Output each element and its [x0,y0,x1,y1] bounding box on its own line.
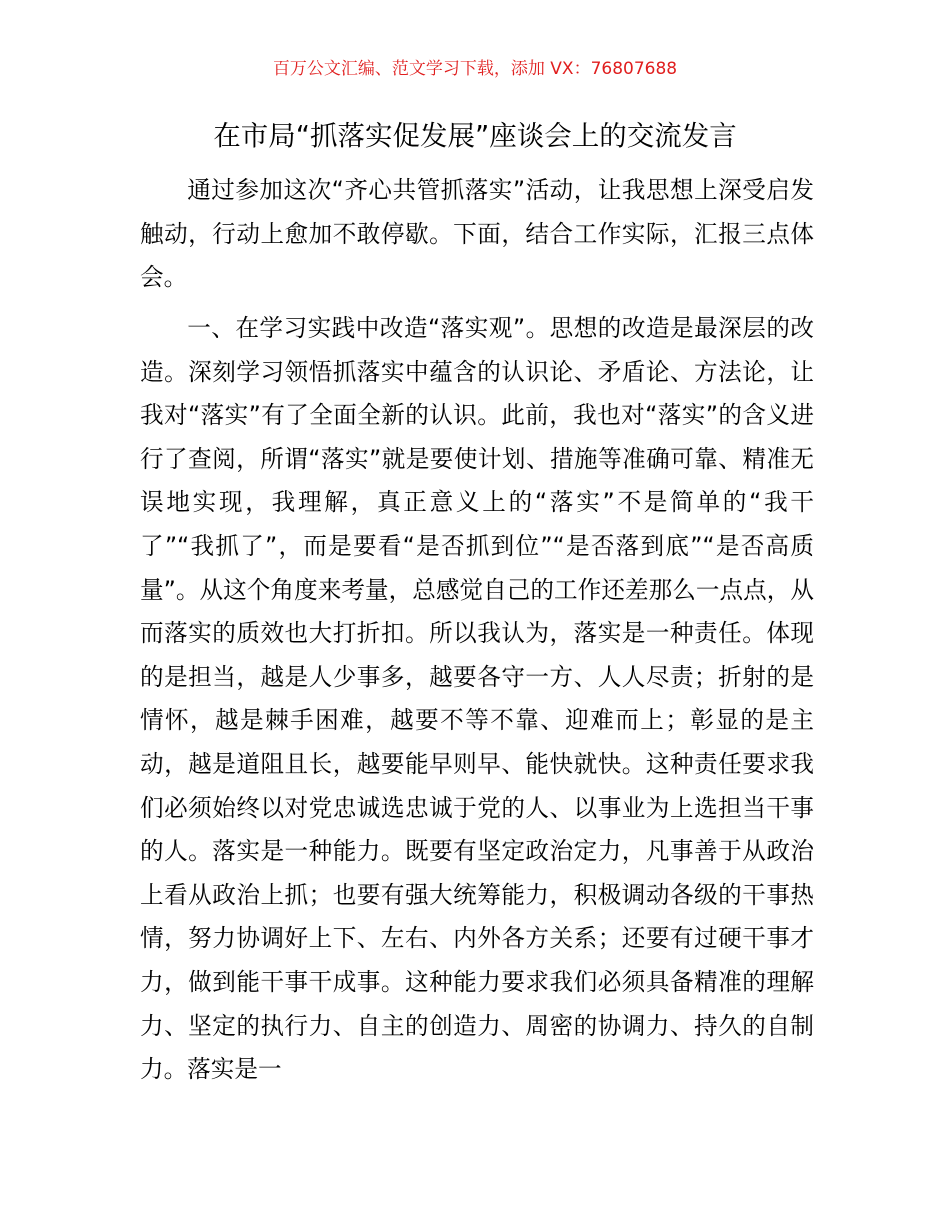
body-paragraph-intro-container [140,169,814,300]
body-paragraph-section-one-container [140,307,814,1092]
body-paragraph-intro: 通过参加这次“齐心共管抓落实”活动，让我思想上深受启发触动，行动上愈加不敢停歇。下面，结合工作实际，汇报三点体会。 [140,176,814,292]
body-paragraph-section-one: 一、在学习实践中改造“落实观”。思想的改造是最深层的改造。深刻学习领悟抓落实中蕴含的认识论、矛盾论、方法论，让我对“落实”有了全面全新的认识。此前，我也对“落实”的含义进行了查阅，所谓“落实”就是要使计划、措施等准确可靠、精准无误地实现，我理解，真正意义上的“落实”不是简单的“我干了”“我抓了”，而是要看“是否抓到位”“是否落到底”“是否高质量”。从这个角度来考量，总感觉自己的工作还差那么一点点，从而落实的质效也大打折扣。所以我认为，落实是一种责任。体现的是担当，越是人少事多，越要各守一方、人人尽责；折射的是情怀，越是棘手困难，越要不等不靠、迎难而上；彰显的是主动，越是道阻且长，越要能早则早、能快就快。这种责任要求我们必须始终以对党忠诚选忠诚于党的人、以事业为上选担当干事的人。落实是一种能力。既要有坚定政治定力，凡事善于从政治上看从政治上抓；也要有强大统筹能力，积极调动各级的干事热情，努力协调好上下、左右、内外各方关系；还要有过硬干事才力，做到能干事干成事。这种能力要求我们必须具备精准的理解力、坚定的执行力、自主的创造力、周密的协调力、持久的自制力。落实是一 [140,314,814,1084]
document-title: 在市局“抓落实促发展”座谈会上的交流发言 [213,120,737,152]
watermark-header: 百万公文汇编、范文学习下载，添加 VX：76807688 [272,59,678,79]
